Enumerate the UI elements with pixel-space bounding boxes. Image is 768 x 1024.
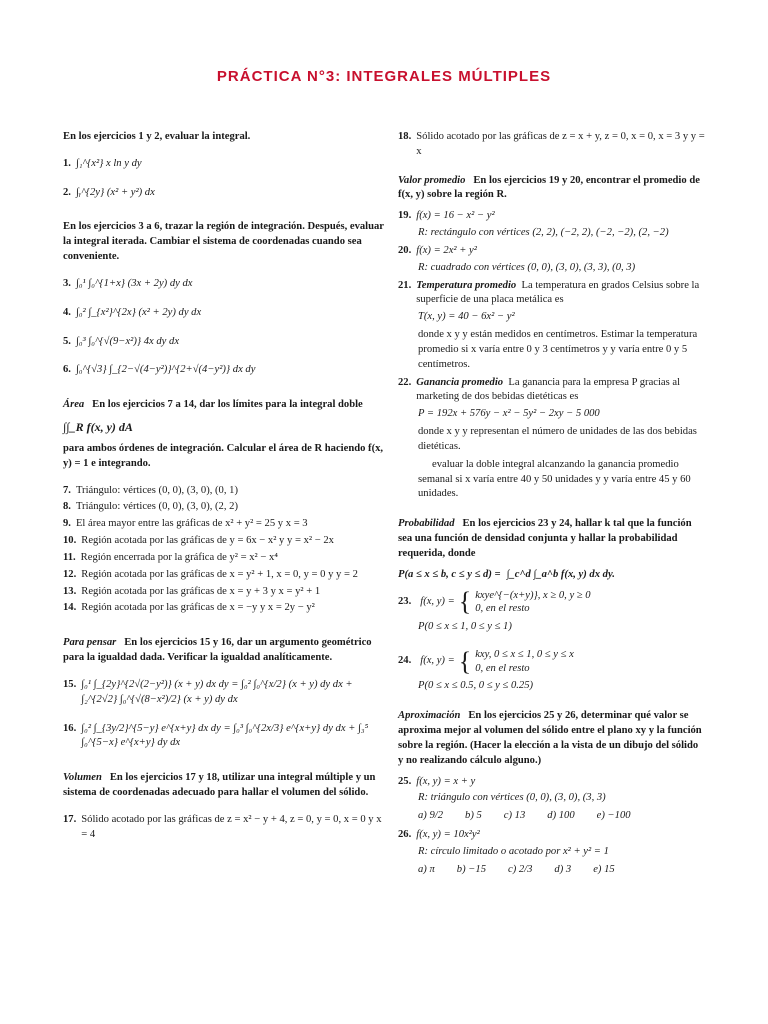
exercise-20: 20. f(x) = 2x² + y² bbox=[398, 244, 477, 256]
probability-formula: P(a ≤ x ≤ b, c ≤ y ≤ d) = ∫_c^d ∫_a^b f(x, y) dx dy. bbox=[398, 568, 615, 580]
exercise-25-region: R: triángulo con vértices (0, 0), (3, 0), (3, 3) bbox=[418, 792, 606, 804]
exercise-22: 22. Ganancia promedio La ganancia para la empresa P gracias al marketing de dos bebidas dietéticas es bbox=[398, 376, 681, 403]
instruction-6: Valor promedio En los ejercicios 19 y 20, encontrar el promedio de f(x, y) sobre la región R. bbox=[398, 174, 700, 201]
exercise-24-prob: P(0 ≤ x ≤ 0.5, 0 ≤ y ≤ 0.25) bbox=[418, 680, 534, 692]
exercise-1: 1. ∫₁^{x²} x ln y dy bbox=[63, 157, 142, 169]
exercise-14: 14. Región acotada por las gráficas de x = −y y x = 2y − y² bbox=[63, 602, 315, 614]
area-integral: ∫∫_R f(x, y) dA bbox=[63, 420, 133, 435]
exercise-22-text-2: evaluar la doble integral alcanzando la ganancia promedio semanal si x varía entre 40 y 50 unidades y y varía entre 45 y 60 unidades. bbox=[418, 458, 691, 500]
instruction-1: En los ejercicios 1 y 2, evaluar la integral. bbox=[63, 131, 251, 142]
exercise-23-prob: P(0 ≤ x ≤ 1, 0 ≤ y ≤ 1) bbox=[418, 621, 512, 633]
exercise-23: 23. f(x, y) = { kxye^{−(x+y)}, x ≥ 0, y ≥ 0 0, en el resto bbox=[398, 587, 591, 617]
instruction-2: En los ejercicios 3 a 6, trazar la región de integración. Después, evaluar la integral iterada. Cambiar el sistema de coordenadas cuando sea conveniente. bbox=[63, 221, 384, 263]
exercise-19-region: R: rectángulo con vértices (2, 2), (−2, 2), (−2, −2), (2, −2) bbox=[418, 227, 669, 239]
instruction-4: Para pensar En los ejercicios 15 y 16, dar un argumento geométrico para la igualdad dada. Verificar la igualdad analíticamente. bbox=[63, 637, 372, 664]
instruction-8: Aproximación En los ejercicios 25 y 26, determinar qué valor se aproxima mejor al volumen del sólido entre el plano xy y la función sobre la región. (Hacer la elección a la vista de un dibujo del sólido y no realizando cálculo alguno.) bbox=[398, 710, 702, 766]
exercise-2: 2. ∫ᵧ^{2y} (x² + y²) dx bbox=[63, 186, 155, 198]
left-column bbox=[63, 130, 385, 844]
instruction-5: Volumen En los ejercicios 17 y 18, utilizar una integral múltiple y un sistema de coordenadas adecuado para hallar el volumen del sólido. bbox=[63, 772, 376, 798]
option-a: a) 9/2 bbox=[418, 810, 444, 822]
option-b: b) −15 bbox=[456, 863, 486, 875]
exercise-24: 24. f(x, y) = { kxy, 0 ≤ x ≤ 1, 0 ≤ y ≤ x 0, en el resto bbox=[398, 646, 574, 676]
exercise-4: 4. ∫₀² ∫_{x²}^{2x} (x² + 2y) dy dx bbox=[63, 306, 202, 318]
exercise-26-region: R: círculo limitado o acotado por x² + y² = 1 bbox=[418, 845, 609, 857]
exercise-13: 13. Región acotada por las gráficas de x = y + 3 y x = y² + 1 bbox=[63, 585, 321, 597]
exercise-25-options bbox=[398, 809, 706, 824]
exercise-21-formula: T(x, y) = 40 − 6x² − y² bbox=[418, 311, 515, 323]
exercise-5: 5. ∫₀³ ∫₀^{√(9−x²)} 4x dy dx bbox=[63, 335, 180, 347]
exercise-22-formula: P = 192x + 576y − x² − 5y² − 2xy − 5 000 bbox=[418, 408, 600, 420]
exercise-10: 10. Región acotada por las gráficas de y = 6x − x² y y = x² − 2x bbox=[63, 535, 334, 547]
exercise-19: 19. f(x) = 16 − x² − y² bbox=[398, 210, 495, 222]
exercise-8: 8. Triángulo: vértices (0, 0), (3, 0), (2, 2) bbox=[63, 501, 238, 513]
instruction-3b: para ambos órdenes de integración. Calcular el área de R haciendo f(x, y) = 1 e integrando. bbox=[63, 442, 384, 469]
option-c: c) 13 bbox=[503, 810, 526, 822]
exercise-17: 17. Sólido acotado por las gráficas de z = x² − y + 4, z = 0, y = 0, x = 0 y x = 4 bbox=[63, 813, 382, 840]
option-b: b) 5 bbox=[465, 810, 482, 822]
exercise-7: 7. Triángulo: vértices (0, 0), (3, 0), (0, 1) bbox=[63, 484, 238, 496]
right-column bbox=[398, 130, 706, 882]
exercise-15: 15. ∫₀¹ ∫_{2y}^{2√(2−y²)} (x + y) dx dy = ∫₀² ∫₀^{x/2} (x + y) dy dx + ∫₂^{2√2} ∫₀^{√(8−x²)/2} (x + y) dy dx bbox=[63, 678, 353, 705]
exercise-12: 12. Región acotada por las gráficas de x = y² + 1, x = 0, y = 0 y y = 2 bbox=[63, 568, 358, 580]
option-d: d) 100 bbox=[547, 810, 575, 822]
instruction-7: Probabilidad En los ejercicios 23 y 24, hallar k tal que la función sea una función de densidad conjunta y hallar la probabilidad requerida, donde bbox=[398, 518, 692, 559]
exercise-26: 26. f(x, y) = 10x²y² bbox=[398, 829, 480, 841]
option-e: e) 15 bbox=[593, 863, 615, 875]
exercise-6: 6. ∫₀^{√3} ∫_{2−√(4−y²)}^{2+√(4−y²)} dx dy bbox=[63, 364, 256, 376]
option-c: c) 2/3 bbox=[508, 863, 533, 875]
exercise-3: 3. ∫₀¹ ∫₀^{1+x} (3x + 2y) dy dx bbox=[63, 277, 193, 289]
exercise-11: 11. Región encerrada por la gráfica de y² = x² − x⁴ bbox=[63, 551, 278, 563]
exercise-16: 16. ∫₀² ∫_{3y/2}^{5−y} e^{x+y} dx dy = ∫₀³ ∫₀^{2x/3} e^{x+y} dy dx + ∫₃⁵ ∫₀^{5−x} e^{x+y} dy dx bbox=[63, 722, 369, 749]
exercise-20-region: R: cuadrado con vértices (0, 0), (3, 0), (3, 3), (0, 3) bbox=[418, 261, 636, 273]
exercise-21-text: donde x y y están medidos en centímetros. Estimar la temperatura promedio si x varía entre 0 y 3 centímetros y y varía entre 0 y 5 centímetros. bbox=[418, 329, 698, 370]
instruction-3a: Área En los ejercicios 7 a 14, dar los límites para la integral doble bbox=[63, 399, 363, 411]
exercise-25: 25. f(x, y) = x + y bbox=[398, 775, 476, 787]
exercise-21: 21. Temperatura promedio La temperatura en grados Celsius sobre la superficie de una placa metálica es bbox=[398, 279, 700, 306]
option-e: e) −100 bbox=[596, 810, 631, 822]
exercise-26-options bbox=[398, 863, 706, 878]
page-title: PRÁCTICA N°3: INTEGRALES MÚLTIPLES bbox=[216, 68, 552, 85]
exercise-9: 9. El área mayor entre las gráficas de x² + y² = 25 y x = 3 bbox=[63, 518, 308, 530]
option-d: d) 3 bbox=[554, 863, 572, 875]
option-a: a) π bbox=[418, 863, 435, 875]
exercise-18: 18. Sólido acotado por las gráficas de z = x + y, z = 0, x = 0, x = 3 y y = x bbox=[398, 131, 705, 157]
exercise-22-text: donde x y y representan el número de unidades de las dos bebidas dietéticas. bbox=[418, 426, 697, 452]
